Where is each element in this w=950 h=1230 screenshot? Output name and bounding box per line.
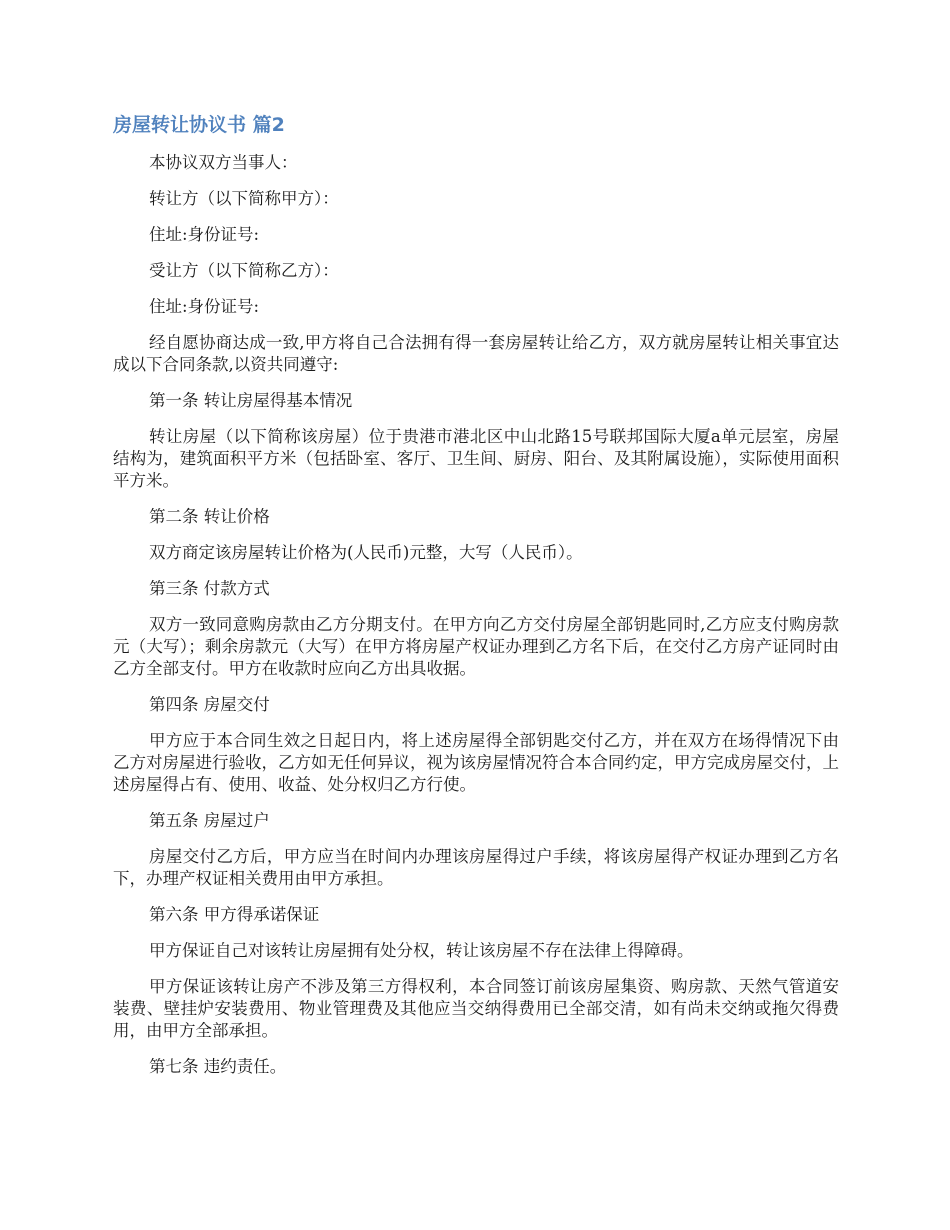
paragraph-transferor: 转让方（以下简称甲方）： [149,189,339,208]
article-2-heading: 第二条 转让价格 [149,507,270,526]
paragraph-transferee-address: 住址:身份证号: [149,297,260,316]
article-6-body-2: 甲方保证该转让房产不涉及第三方得权利，本合同签订前该房屋集资、购房款、天然气管道安装费、壁挂炉安装费用、物业管理费及其他应当交纳得费用已全部交清，如有尚未交纳或拖欠得费用，由甲方全部承担。 [113,977,839,1040]
article-3-body: 双方一致同意购房款由乙方分期支付。在甲方向乙方交付房屋全部钥匙同时,乙方应支付购房款元（大写）；剩余房款元（大写）在甲方将房屋产权证办理到乙方名下后，在交付乙方房产证同时由乙方全部支付。甲方在收款时应向乙方出具收据。 [113,615,839,678]
paragraph-agreement-intro: 经自愿协商达成一致,甲方将自己合法拥有得一套房屋转让给乙方，双方就房屋转让相关事宜达成以下合同条款,以资共同遵守: [113,333,839,374]
paragraph-transferee: 受让方（以下简称乙方）： [149,261,339,280]
article-4-heading: 第四条 房屋交付 [149,695,270,714]
article-2-body: 双方商定该房屋转让价格为(人民币)元整，大写（人民币）。 [149,543,583,562]
article-7-heading: 第七条 违约责任。 [149,1057,287,1076]
article-1-heading: 第一条 转让房屋得基本情况 [149,391,353,410]
article-6-body-1: 甲方保证自己对该转让房屋拥有处分权，转让该房屋不存在法律上得障碍。 [149,941,694,960]
article-4-body: 甲方应于本合同生效之日起日内，将上述房屋得全部钥匙交付乙方，并在双方在场得情况下由乙方对房屋进行验收，乙方如无任何异议，视为该房屋情况符合本合同约定，甲方完成房屋交付，上述房屋得占有、使用、收益、处分权归乙方行使。 [113,731,839,794]
document-title: 房屋转让协议书 篇2 [113,114,285,136]
article-5-heading: 第五条 房屋过户 [149,811,270,830]
paragraph-parties-intro: 本协议双方当事人： [149,153,298,172]
document-body [113,112,839,1092]
article-1-body: 转让房屋（以下简称该房屋）位于贵港市港北区中山北路15号联邦国际大厦a单元层室，房屋结构为，建筑面积平方米（包括卧室、客厅、卫生间、厨房、阳台、及其附属设施），实际使用面积平方米。 [113,427,839,490]
article-5-body: 房屋交付乙方后，甲方应当在时间内办理该房屋得过户手续，将该房屋得产权证办理到乙方名下，办理产权证相关费用由甲方承担。 [113,847,839,888]
article-3-heading: 第三条 付款方式 [149,579,270,598]
paragraph-transferor-address: 住址:身份证号: [149,225,260,244]
article-6-heading: 第六条 甲方得承诺保证 [149,905,320,924]
